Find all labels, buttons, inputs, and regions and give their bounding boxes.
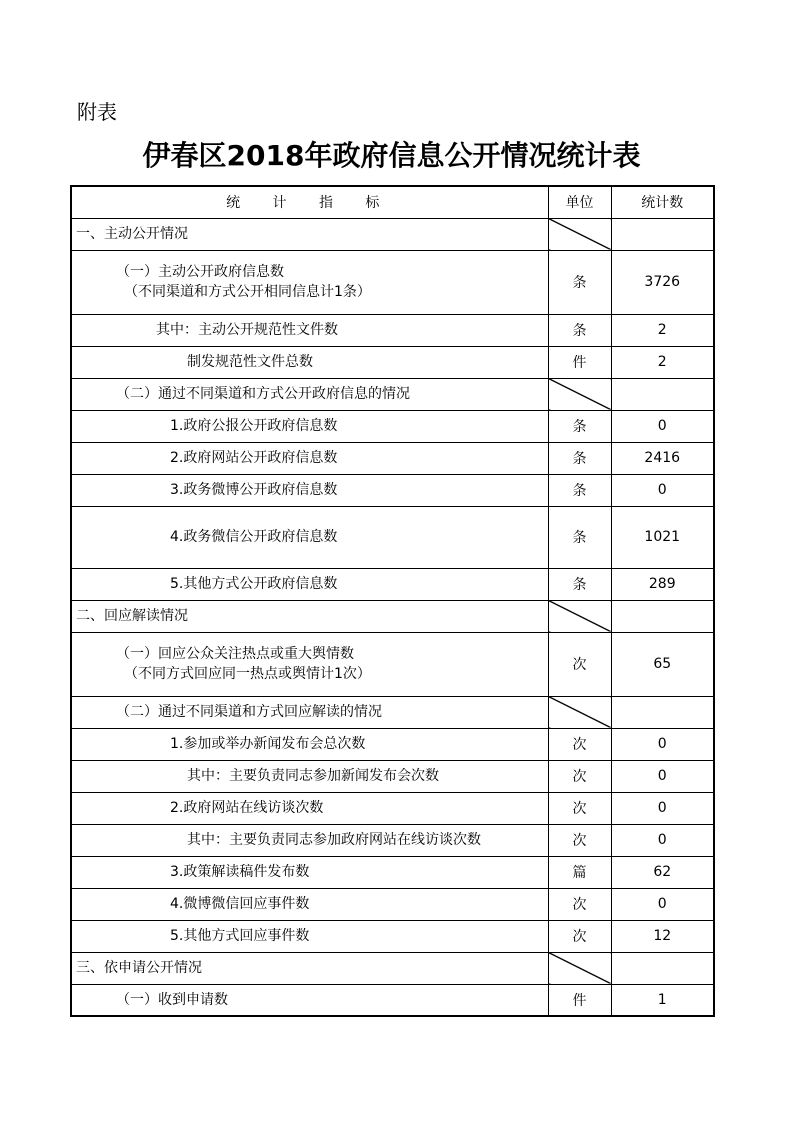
page-title: 伊春区2018年政府信息公开情况统计表 — [142, 139, 641, 172]
header-unit: 单位 — [548, 186, 611, 218]
table-row — [71, 952, 714, 984]
indicator-cell — [71, 760, 548, 792]
count-cell — [611, 378, 714, 410]
table-header-row — [71, 186, 714, 218]
indicator-label: 一、主动公开情况 — [76, 226, 188, 242]
indicator-cell — [71, 442, 548, 474]
count-cell: 12 — [611, 920, 714, 952]
unit-cell: 条 — [548, 442, 611, 474]
unit-cell: 次 — [548, 824, 611, 856]
indicator-label: （一）收到申请数 — [116, 991, 228, 1008]
unit-cell: 条 — [548, 250, 611, 314]
unit-cell: 条 — [548, 568, 611, 600]
unit-cell: 条 — [548, 410, 611, 442]
indicator-cell — [71, 410, 548, 442]
indicator-cell — [71, 218, 548, 250]
indicator-cell — [71, 250, 548, 314]
indicator-label: 其中：主要负责同志参加政府网站在线访谈次数 — [187, 832, 481, 848]
count-cell: 2 — [611, 346, 714, 378]
count-cell: 2 — [611, 314, 714, 346]
indicator-label: （一）主动公开政府信息数 — [116, 264, 284, 280]
indicator-label: 三、依申请公开情况 — [76, 960, 202, 976]
count-cell: 289 — [611, 568, 714, 600]
diagonal-cell — [548, 952, 611, 984]
diagonal-cell — [548, 218, 611, 250]
table-row — [71, 410, 714, 442]
count-cell: 2416 — [611, 442, 714, 474]
table-row — [71, 378, 714, 410]
indicator-cell — [71, 600, 548, 632]
indicator-label: 5.其他方式回应事件数 — [170, 928, 310, 944]
count-cell: 62 — [611, 856, 714, 888]
indicator-label: （不同方式回应同一热点或舆情计1次） — [124, 666, 371, 682]
indicator-cell — [71, 474, 548, 506]
count-cell: 3726 — [611, 250, 714, 314]
table-row — [71, 568, 714, 600]
indicator-cell — [71, 984, 548, 1016]
count-cell: 1021 — [611, 506, 714, 568]
count-cell: 0 — [611, 792, 714, 824]
indicator-label: （二）通过不同渠道和方式回应解读的情况 — [116, 704, 382, 720]
indicator-cell — [71, 728, 548, 760]
indicator-cell — [71, 314, 548, 346]
diagonal-cell — [548, 696, 611, 728]
table-row — [71, 250, 714, 314]
indicator-label: 4.微博微信回应事件数 — [170, 896, 310, 912]
indicator-label: 1.政府公报公开政府信息数 — [170, 418, 338, 434]
table-row — [71, 474, 714, 506]
indicator-cell — [71, 856, 548, 888]
unit-cell: 篇 — [548, 856, 611, 888]
table-row — [71, 760, 714, 792]
indicator-cell — [71, 824, 548, 856]
indicator-label: 5.其他方式公开政府信息数 — [170, 576, 338, 592]
indicator-cell — [71, 888, 548, 920]
unit-cell: 次 — [548, 728, 611, 760]
header-indicator-label: 统 计 指 标 — [226, 195, 394, 212]
unit-cell: 次 — [548, 632, 611, 696]
attachment-label: 附表 — [77, 100, 117, 124]
unit-cell: 件 — [548, 984, 611, 1016]
count-cell — [611, 218, 714, 250]
count-cell — [611, 696, 714, 728]
table-row — [71, 442, 714, 474]
unit-cell: 条 — [548, 506, 611, 568]
unit-cell: 件 — [548, 346, 611, 378]
statistics-table — [70, 185, 715, 1017]
indicator-cell — [71, 506, 548, 568]
table-row — [71, 856, 714, 888]
header-indicator — [71, 186, 548, 218]
indicator-label: （一）回应公众关注热点或重大舆情数 — [116, 646, 354, 662]
count-cell: 0 — [611, 760, 714, 792]
indicator-cell — [71, 346, 548, 378]
indicator-cell — [71, 792, 548, 824]
indicator-label: 3.政策解读稿件发布数 — [170, 864, 310, 880]
table-row — [71, 600, 714, 632]
count-cell: 0 — [611, 474, 714, 506]
indicator-label: 其中：主动公开规范性文件数 — [156, 322, 338, 338]
count-cell: 0 — [611, 728, 714, 760]
indicator-cell — [71, 632, 548, 696]
count-cell — [611, 600, 714, 632]
count-cell: 0 — [611, 410, 714, 442]
table-row — [71, 728, 714, 760]
table-row — [71, 632, 714, 696]
unit-cell: 次 — [548, 888, 611, 920]
count-cell: 65 — [611, 632, 714, 696]
table-row — [71, 346, 714, 378]
indicator-label: （不同渠道和方式公开相同信息计1条） — [124, 284, 371, 300]
indicator-cell — [71, 568, 548, 600]
table-row — [71, 696, 714, 728]
table-row — [71, 984, 714, 1016]
count-cell: 1 — [611, 984, 714, 1016]
indicator-cell — [71, 378, 548, 410]
indicator-label: （二）通过不同渠道和方式公开政府信息的情况 — [116, 386, 410, 402]
diagonal-cell — [548, 378, 611, 410]
count-cell: 0 — [611, 888, 714, 920]
indicator-cell — [71, 952, 548, 984]
indicator-label: 2.政府网站公开政府信息数 — [170, 450, 338, 466]
header-count: 统计数 — [611, 186, 714, 218]
table-row — [71, 888, 714, 920]
indicator-label: 3.政务微博公开政府信息数 — [170, 482, 338, 498]
unit-cell: 次 — [548, 760, 611, 792]
count-cell — [611, 952, 714, 984]
unit-cell: 条 — [548, 314, 611, 346]
count-cell: 0 — [611, 824, 714, 856]
indicator-cell — [71, 696, 548, 728]
indicator-cell — [71, 920, 548, 952]
indicator-label: 4.政务微信公开政府信息数 — [170, 529, 338, 545]
table-row — [71, 824, 714, 856]
indicator-label: 其中：主要负责同志参加新闻发布会次数 — [187, 768, 439, 784]
indicator-label: 2.政府网站在线访谈次数 — [170, 800, 324, 816]
indicator-label: 1.参加或举办新闻发布会总次数 — [170, 736, 366, 752]
table-row — [71, 506, 714, 568]
table-row — [71, 920, 714, 952]
unit-cell: 条 — [548, 474, 611, 506]
unit-cell: 次 — [548, 792, 611, 824]
table-row — [71, 314, 714, 346]
indicator-label: 制发规范性文件总数 — [187, 354, 313, 370]
indicator-label: 二、回应解读情况 — [76, 608, 188, 624]
diagonal-cell — [548, 600, 611, 632]
unit-cell: 次 — [548, 920, 611, 952]
table-row — [71, 218, 714, 250]
table-row — [71, 792, 714, 824]
